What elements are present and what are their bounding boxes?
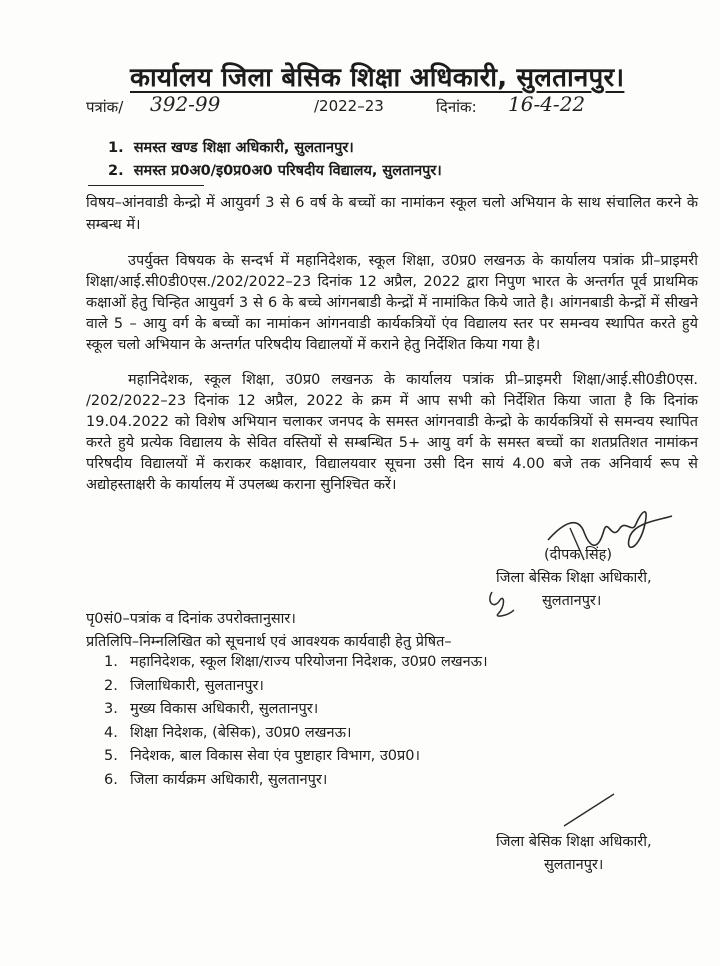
patrank-number: 392-99 <box>150 92 221 116</box>
signatory-designation-2: जिला बेसिक शिक्षा अधिकारी, <box>496 834 652 850</box>
subject-line: विषय–आंनवाडी केन्द्रो में आयुवर्ग 3 से 6 वर्ष के बच्चों का नामांकन स्कूल चलो अभियान के साथ संचालित करने के सम्बन्ध में। <box>86 195 698 233</box>
list-item: 3. मुख्य विकास अधिकारी, सुलतानपुर। <box>104 701 319 717</box>
endorsement-line-2: प्रतिलिपि–निम्नलिखित को सूचनार्थ एवं आवश्यक कार्यवाही हेतु प्रेषित– <box>86 634 452 650</box>
endorsement-line-1: पृ0सं0–पत्रांक व दिनांक उपरोक्तानुसार। <box>86 611 296 627</box>
initials-mark <box>484 588 520 622</box>
addressee-1: 1. समस्त खण्ड शिक्षा अधिकारी, सुलतानपुर। <box>108 140 354 156</box>
list-item: 4. शिक्षा निदेशक, (बेसिक), उ0प्र0 लखनऊ। <box>104 724 352 741</box>
list-item: 1. महानिदेशक, स्कूल शिक्षा/राज्य परियोजना निदेशक, उ0प्र0 लखनऊ। <box>104 654 488 670</box>
reference-year: /2022–23 <box>314 97 384 115</box>
signatory-name: (दीपक सिंह) <box>544 547 613 563</box>
addressee-2: 2. समस्त प्र0अ0/इ0प्र0अ0 परिषदीय विद्यालय, सुलतानपुर। <box>108 163 442 179</box>
list-item: 5. निदेशक, बाल विकास सेवा एंव पुष्टाहार विभाग, उ0प्र0। <box>104 748 420 764</box>
list-item: 2. जिलाधिकारी, सुलतानपुर। <box>104 677 264 694</box>
copy-list <box>104 651 488 792</box>
letter-date: 16-4-22 <box>508 92 586 116</box>
signature-2 <box>560 790 620 830</box>
list-item: 6. जिला कार्यक्रम अधिकारी, सुलतानपुर। <box>104 771 328 788</box>
signatory-location-1: सुलतानपुर। <box>542 593 602 609</box>
body-paragraph-1: उपर्युक्त विषयक के सन्दर्भ में महानिदेशक, स्कूल शिक्षा, उ0प्र0 लखनऊ के कार्यालय पत्रांक प्री–प्राइमरी शिक्षा/आई.सी0डी0एस./202/2022–23 दिनांक 12 अप्रैल, 2022 द्वारा निपुण भारत के अन्तर्गत पूर्व प्राथमिक कक्षाओं हेतु चिन्हित आयुवर्ग 3 से 6 के बच्चे आंगनबाडी केन्द्रों में नामांकित किये जाते है। आंगनबाडी केन्द्रों में सीखने वाले 5 – आयु वर्ग के बच्चों का नामांकन आंगनवाडी कार्यकत्रियों एंव विद्यालय स्तर पर समन्वय स्थापित करते हुये स्कूल चलो अभियान के अन्तर्गत परिषदीय विद्यालयों में कराने हेतु निर्देशित किया गया है। <box>86 253 698 353</box>
separator-rule <box>88 185 204 186</box>
signatory-designation-1: जिला बेसिक शिक्षा अधिकारी, <box>496 570 652 586</box>
body-paragraph-2: महानिदेशक, स्कूल शिक्षा, उ0प्र0 लखनऊ के कार्यालय पत्रांक प्री–प्राइमरी शिक्षा/आई.सी0डी0एस. /202/2022–23 दिनांक 12 अप्रैल, 2022 के क्रम में आप सभी को निर्देशित किया जाता है कि दिनांक 19.04.2022 को विशेष अभियान चलाकर जनपद के समस्त आंगनवाडी केन्द्रो के कार्यकत्रियों से समन्वय स्थापित करते हुये प्रत्येक विद्यालय के सेवित वस्तियों से सम्बन्धित 5+ आयु वर्ग के समस्त बच्चों का शतप्रतिशत नामांकन परिषदीय विद्यालयों में कराकर कक्षावार, विद्यालयवार सूचना उसी दिन सायं 4.00 बजे तक अनिवार्य रूप से अद्योहस्ताक्षरी के कार्यालय में उपलब्ध कराना सुनिश्चित करें। <box>86 372 698 493</box>
patrank-label: पत्रांक/ <box>86 98 124 116</box>
office-title: कार्यालय जिला बेसिक शिक्षा अधिकारी, सुलतानपुर। <box>130 63 625 93</box>
dinank-label: दिनांक: <box>436 98 477 116</box>
signatory-location-2: सुलतानपुर। <box>544 857 604 873</box>
